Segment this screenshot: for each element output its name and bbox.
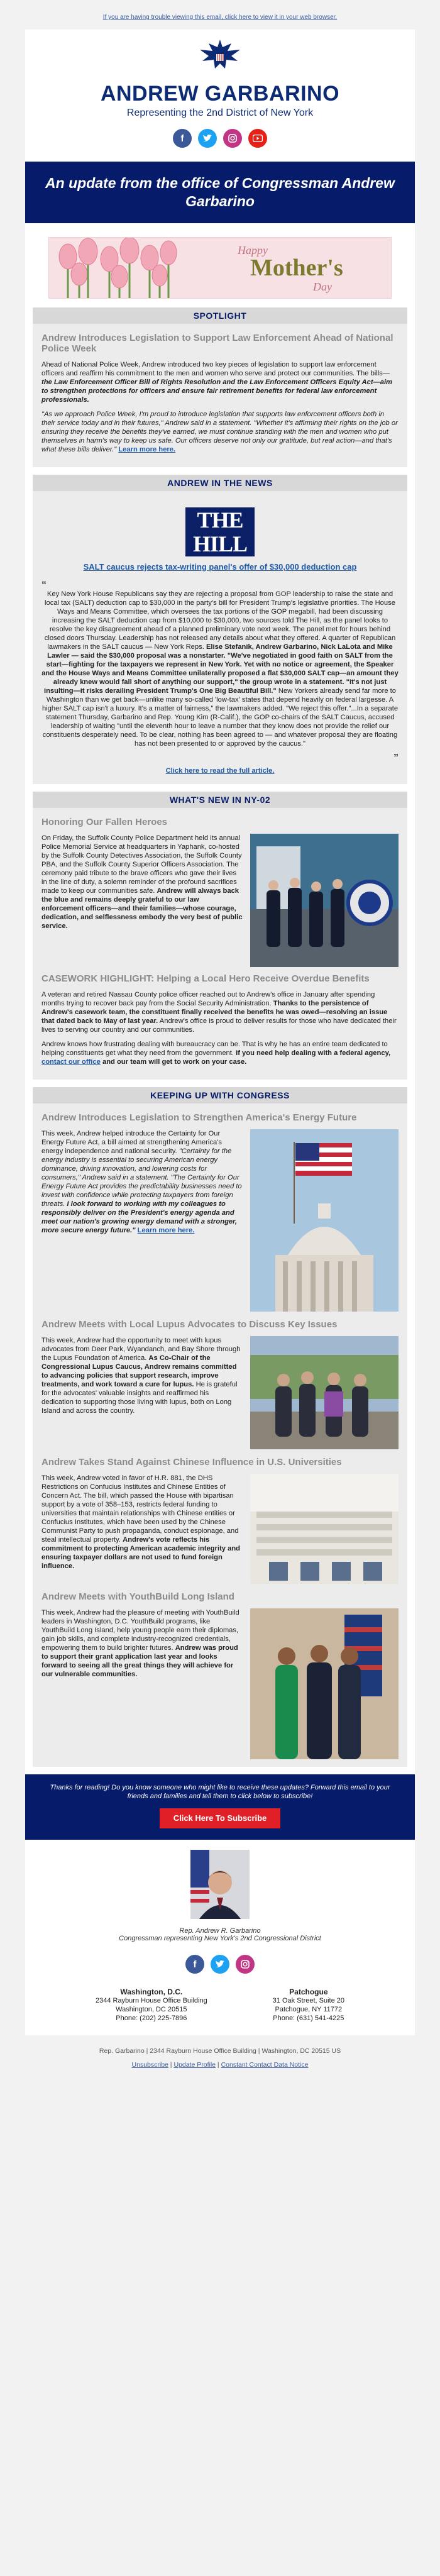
instagram-icon[interactable]: [223, 129, 242, 148]
contact-our-office-link[interactable]: contact our office: [41, 1058, 101, 1066]
fallen-heroes-p-a: On Friday, the Suffolk County Police Department held its annual Police Memorial Service at headquarters in Yaphank, co-hosted by the Suffolk County Detectives Association, the Suffolk County PBA, and the Suffolk County Superior Officers Association. The ceremony paid tribute to the brave officers who gave their lives in the line of duty, a solemn reminder of the profound sacrifices made to keep our communities safe.: [41, 834, 242, 895]
office-patchogue-line1: 31 Oak Street, Suite 20: [272, 1997, 345, 2004]
lupus-p-a: This week, Andrew had the opportunity to meet with lupus advocates from Deer Park, Wyandanch, and Bay Shore through the Lupus Foundation of America.: [41, 1337, 241, 1362]
email-body: [25, 30, 415, 2035]
casework-p-a: A veteran and retired Nassau County police officer reached out to Andrew's office in January after spending months trying to recover back pay from the Social Security Administration.: [41, 991, 375, 1007]
energy-text: [41, 1129, 243, 1235]
social-links: [25, 129, 415, 148]
mothers-day-mothers: Mother's: [250, 255, 343, 281]
office-patchogue: [273, 1987, 344, 2023]
update-profile-link[interactable]: Update Profile: [173, 2061, 216, 2069]
lupus-advocates-photo: [250, 1336, 399, 1449]
police-memorial-photo: [250, 834, 399, 967]
house-chamber-photo: [250, 1474, 399, 1584]
header: [25, 30, 415, 162]
the-hill-logo-word-0: THE: [197, 507, 243, 533]
footer-links: Unsubscribe | Update Profile | Constant Contact Data Notice: [131, 2061, 309, 2069]
facebook-icon[interactable]: f: [185, 1955, 204, 1974]
news-body-c: New Yorkers already send far more to Washington than we get back—unlike many so-called 'low-tax' states that depend heavily on federal largesse. A higher SALT cap isn't a luxury. It's a matter of fairness," the lawmakers added. "We reject this offer."...In a separate statement Thursday, Garbarino and Rep. Young Kim (R-Calif.), the GOP co-chairs of the SALT Caucus, accused leadership of waiting "until the eleventh hour to leave a number that they know does not provide the relief our constituents desperately need. To be clear, nothing has been agreed to — and whatever proposal they are floating has not been presented to or approved by the caucus.": [41, 687, 399, 748]
news-body-a: Key New York House Republicans say they are rejecting a proposal from GOP leadership to raise the state and local tax (SALT) deduction cap to $30,000 in the party's bill for President Trump's legislative priorities. The House Ways and Means Committee, which oversees the tax portions of the GOP megabill, had been discussing increasing the SALT deduction cap from $10,000 to $30,000, two sources told The Hill, as the panel looks to resolve the key disagreement ahead of a planned preliminary vote next week. The panel met for hours behind closed doors Thursday. Leadership has not released any details about what they offered. A quarter of Republican lawmakers in the SALT caucus — New York Reps.: [44, 590, 396, 651]
fallen-heroes-p-b: Andrew will always back the blue and remains deeply grateful to our law enforcement officers—and their families—whose courage, dedication, and selflessness embody the very best of public service.: [41, 887, 243, 930]
lupus-p-c: He is grateful for the advocates' valuable insights and reaffirmed his dedication to supporting those living with lupus, both on Long Island and across the country.: [41, 1381, 238, 1415]
casework-p-b: Thanks to the persistence of Andrew's casework team, the constituent finally received the benefits he was owed—resolving an issue that dated back to May of last year.: [41, 1000, 388, 1025]
congress-articles: [33, 1103, 407, 1767]
news-body: [41, 590, 399, 748]
instagram-icon[interactable]: [236, 1955, 255, 1974]
footer-address: Rep. Garbarino | 2344 Rayburn House Office Building | Washington, DC 20515 US: [99, 2047, 341, 2055]
office-dc-phone: Phone: (202) 225-7896: [116, 2015, 187, 2022]
email-footer: [0, 2035, 440, 2078]
casework-p-c: Andrew's office is proud to deliver results for those who have dedicated their lives to serving our country and our communities.: [41, 1017, 397, 1034]
section-header-congress: KEEPING UP WITH CONGRESS: [33, 1087, 407, 1103]
energy-title: Andrew Introduces Legislation to Strengthen America's Energy Future: [41, 1112, 357, 1123]
energy-learn-more-link[interactable]: Learn more here.: [137, 1227, 195, 1234]
capitol-flag-photo: [250, 1129, 399, 1312]
fallen-heroes-text: [41, 834, 243, 931]
section-header-spotlight: SPOTLIGHT: [33, 307, 407, 324]
data-notice-link[interactable]: Constant Contact Data Notice: [221, 2061, 309, 2069]
office-patchogue-line2: Patchogue, NY 11772: [275, 2006, 343, 2013]
youthbuild-p-a: This week, Andrew had the pleasure of meeting with YouthBuild leaders in Washington, D.C. YouthBuild programs, like YouthBuild Long Island, help young people earn their diplomas, gain job skills, and complete industry-recognized credentials, empowering them to build brighter futures.: [41, 1609, 239, 1652]
chinese-influence-text: [41, 1474, 243, 1571]
fallen-heroes-title: Honoring Our Fallen Heroes: [41, 817, 168, 827]
casework-p2: Andrew knows how frustrating dealing with bureaucracy can be. That is why he has an entire team dedicated to helping constituents get what they need from the government.: [41, 1041, 388, 1057]
spotlight-title: Andrew Introduces Legislation to Support Law Enforcement Ahead of National Police Week: [41, 333, 393, 354]
congressman-portrait: [190, 1850, 250, 1919]
news-article: [33, 491, 407, 784]
signature-line-2: Congressman representing New York's 2nd Congressional District: [119, 1935, 321, 1942]
thanks-banner: [25, 1774, 415, 1840]
casework-p2b: If you need help dealing with a federal agency,: [236, 1049, 391, 1057]
eagle-seal-icon: [194, 35, 246, 79]
news-headline-link[interactable]: SALT caucus rejects tax-writing panel's offer of $30,000 deduction cap: [83, 562, 357, 572]
energy-p-c: I look forward to working with my colleagues to responsibly deliver on the President's energy agenda and meet our nation's growing energy demand with a stronger, more secure energy future.": [41, 1200, 237, 1234]
mothers-day-image: [48, 237, 392, 299]
chinese-influence-p-b: Andrew's vote reflects his commitment to protecting American academic integrity and ensuring taxpayer dollars are not used to fund foreign influence.: [41, 1536, 241, 1570]
twitter-icon[interactable]: [198, 129, 217, 148]
section-header-ny02: WHAT'S NEW IN NY-02: [33, 792, 407, 808]
casework-p2c: and our team will get to work on your case.: [102, 1058, 247, 1066]
energy-p-b: "Certainty for the energy industry is essential to securing American energy dominance, driving innovation, and lowering costs for consumers," Andrew said in a statement. "The Certainty for Our Energy Future Act provides the predictability businesses need to invest with confidence while protecting taxpayers from foreign threats.: [41, 1147, 242, 1208]
spotlight-paragraph-1: [41, 360, 399, 404]
lupus-p-b: As Co-Chair of the Congressional Lupus Caucus, Andrew remains committed to advancing policies that support research, improve treatments, and work toward a cure for lupus.: [41, 1354, 237, 1388]
youthbuild-p-b: Andrew was proud to support their grant application last year and looks forward to seeing all the great things they will achieve for our vulnerable communities.: [41, 1644, 238, 1678]
office-patchogue-name: Patchogue: [289, 1987, 328, 1996]
spotlight-quote: "As we approach Police Week, I'm proud to introduce legislation that supports law enforcement officers both in their service today and in their futures," Andrew said in a statement. "Whether it's affirming their rights on the job or ensuring they receive the benefits they've earned, we must continue standing with the men and women who put themselves in harm's way to keep us safe. Our officers deserve not only our gratitude, but real action—and that's what these bills deliver.": [41, 411, 398, 453]
office-addresses: [25, 1981, 415, 2035]
congressman-name: ANDREW GARBARINO: [100, 82, 340, 106]
footer-social-links: [25, 1955, 415, 1974]
youthbuild-text: [41, 1608, 243, 1679]
casework-title: CASEWORK HIGHLIGHT: Helping a Local Hero Receive Overdue Benefits: [41, 973, 370, 984]
office-patchogue-phone: Phone: (631) 541-4225: [273, 2015, 344, 2022]
office-dc-line1: 2344 Rayburn House Office Building: [95, 1997, 207, 2004]
office-dc-name: Washington, D.C.: [120, 1987, 183, 1996]
close-quote-icon: ”: [393, 753, 399, 763]
read-full-article-link[interactable]: Click here to read the full article.: [165, 767, 275, 775]
signature: [25, 1922, 415, 1945]
update-banner: An update from the office of Congressman Andrew Garbarino: [25, 162, 415, 223]
chinese-influence-p-a: This week, Andrew voted in favor of H.R. 881, the DHS Restrictions on Confucius Institutes and Chinese Entities of Concern Act. The bill, which passed the House with bipartisan support by a vote of 358–153, restricts federal funding to universities that maintain relationships with Chinese entities or Confucius Institutes, which have been used by the Chinese Communist Party to push propaganda, conduct espionage, and steal intellectual property.: [41, 1474, 239, 1544]
spotlight-paragraph-2: [41, 410, 399, 454]
the-hill-logo-word-1: HILL: [192, 531, 248, 556]
office-dc: [96, 1987, 207, 2023]
mothers-day-day: Day: [313, 280, 332, 293]
facebook-icon[interactable]: f: [173, 129, 192, 148]
mothers-day-happy: Happy: [238, 244, 268, 257]
open-quote-icon: “: [41, 580, 47, 590]
lupus-title: Andrew Meets with Local Lupus Advocates to Discuss Key Issues: [41, 1319, 338, 1330]
unsubscribe-link[interactable]: Unsubscribe: [131, 2061, 168, 2069]
spotlight-learn-more-link[interactable]: Learn more here.: [118, 446, 176, 453]
casework-paragraph-1: [41, 990, 399, 1034]
spotlight-p1-bold: the Law Enforcement Officer Bill of Rights Resolution and the Law Enforcement Officers Equity Act—aim to strengthen protections for officers and ensure fair retirement benefits for federal law enforcement professionals.: [41, 379, 393, 404]
thanks-text: Thanks for reading! Do you know someone who might like to receive these updates? Forward this email to your friends and families and tell them to click below to subscribe!: [50, 1784, 390, 1800]
chinese-influence-title: Andrew Takes Stand Against Chinese Influence in U.S. Universities: [41, 1457, 342, 1468]
the-hill-logo: [185, 507, 255, 556]
lupus-text: [41, 1336, 243, 1415]
section-header-news: ANDREW IN THE NEWS: [33, 475, 407, 491]
twitter-icon[interactable]: [211, 1955, 229, 1974]
ny02-articles: [33, 808, 407, 1080]
signature-line-1: Rep. Andrew R. Garbarino: [179, 1927, 261, 1935]
news-body-b: Elise Stefanik, Andrew Garbarino, Nick LaLota and Mike Lawler — said the $30,000 proposal was a nonstarter. "We've negotiated in good faith on SALT from the start—fighting for the taxpayers we represent in New York. Yet with no notice or agreement, the Speaker and the House Ways and Means Committee unilaterally proposed a flat $30,000 SALT cap—an amount they already knew would fall short of anything our support," the group wrote in a statement. "It's not just insulting—it risks derailing President Trump's One Big Beautiful Bill.": [41, 643, 399, 695]
spotlight-article: [33, 324, 407, 467]
youthbuild-meeting-photo: [250, 1608, 399, 1759]
office-dc-line2: Washington, DC 20515: [116, 2006, 187, 2013]
energy-p-a: This week, Andrew helped introduce the Certainty for Our Energy Future Act, a bill aimed at strengthening America's energy independence and national security.: [41, 1130, 222, 1155]
subscribe-button[interactable]: Click Here To Subscribe: [160, 1808, 281, 1828]
district-subtitle: Representing the 2nd District of New York: [126, 108, 314, 118]
view-in-browser-link[interactable]: If you are having trouble viewing this email, click here to view it in your web browser.: [0, 0, 440, 30]
casework-paragraph-2: [41, 1040, 399, 1066]
spotlight-p1-text: Ahead of National Police Week, Andrew introduced two key pieces of legislation to support law enforcement officers and reaffirm his commitment to the men and women who serve and protect our communities. The bills—: [41, 361, 390, 377]
youtube-icon[interactable]: [248, 129, 267, 148]
youthbuild-title: Andrew Meets with YouthBuild Long Island: [41, 1591, 234, 1602]
